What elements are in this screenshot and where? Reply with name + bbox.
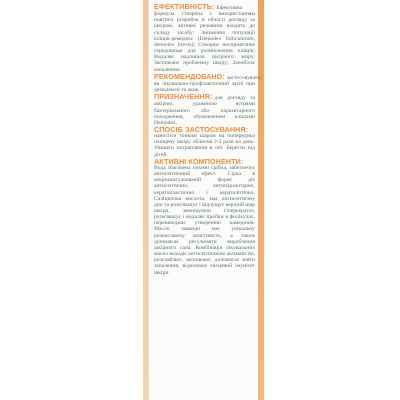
section-effectiveness — [154, 4, 255, 73]
text-active-components: Вода збагачена іонами срібла, забезпечує антисептичний ефект. Сірка в мікрокапсульованій формі діє антисептично, антипаразитарно, кератопластично і кератолітично. Саліцилова кислота, має антисептичну дію та розм'якшує і відлущує верхній шар шкіри, зменшуючи гіперкератоз, розм'якшує і видаляє пробки в фолікулах, перешкоджає утворенню камедонів. Масло лаванди має унікальну розкисляючу властивість, а також допомагає регулювати вироблення шкірного сала. Комбінація лікувальних масел володіє антисептичною активністю, розслаблює, заспокоює, допомагає зняти запалення, відновлює місцевий імунітет шкіри. — [154, 164, 255, 276]
box-edge-stripe-right — [258, 0, 264, 400]
text-recommended: застосовувати, як лікувально-профілактичний засіб при демодекозі та акне. — [154, 74, 262, 94]
product-description — [154, 2, 262, 277]
text-purpose: для догляду за шкірою, ураженою вугрями бактеріального або паразитарного походження, обумовленим кліщами Demodex. — [154, 95, 255, 126]
heading-effectiveness: ЕФЕКТИВНІСТЬ: — [154, 2, 215, 11]
heading-active-components: АКТИВНІ КОМПОНЕНТИ: — [154, 156, 244, 166]
section-usage — [154, 124, 255, 158]
section-purpose — [154, 94, 255, 126]
heading-recommended: РЕКОМЕНДОВАНО: — [154, 71, 225, 81]
heading-purpose: ПРИЗНАЧЕННЯ: — [154, 92, 213, 102]
section-active-components — [154, 156, 255, 276]
text-usage: наносити тонким шаром на попередньо очищену шкіру обличчя 2-3 рази на день. Уникати потрапляння в очі. Берегти від дітей. — [154, 133, 255, 158]
heading-usage: СПОСІБ ЗАСТОСУВАННЯ: — [154, 124, 249, 134]
text-effectiveness: Ефективна формула створена з використанням новітніх розробок в області догляду за шкірою, активні речовини входять до складу засобу: Зниження популяції кліщів-демодекс (Demodex folliculorum, demodex brevis); Створює несприятливе середовище для розмноження кліщів; Видаляє надлишок шкірного жиру; Заспокоює проблемну шкіру; Запобігає запаленню. — [154, 5, 255, 73]
section-recommended — [154, 71, 262, 94]
